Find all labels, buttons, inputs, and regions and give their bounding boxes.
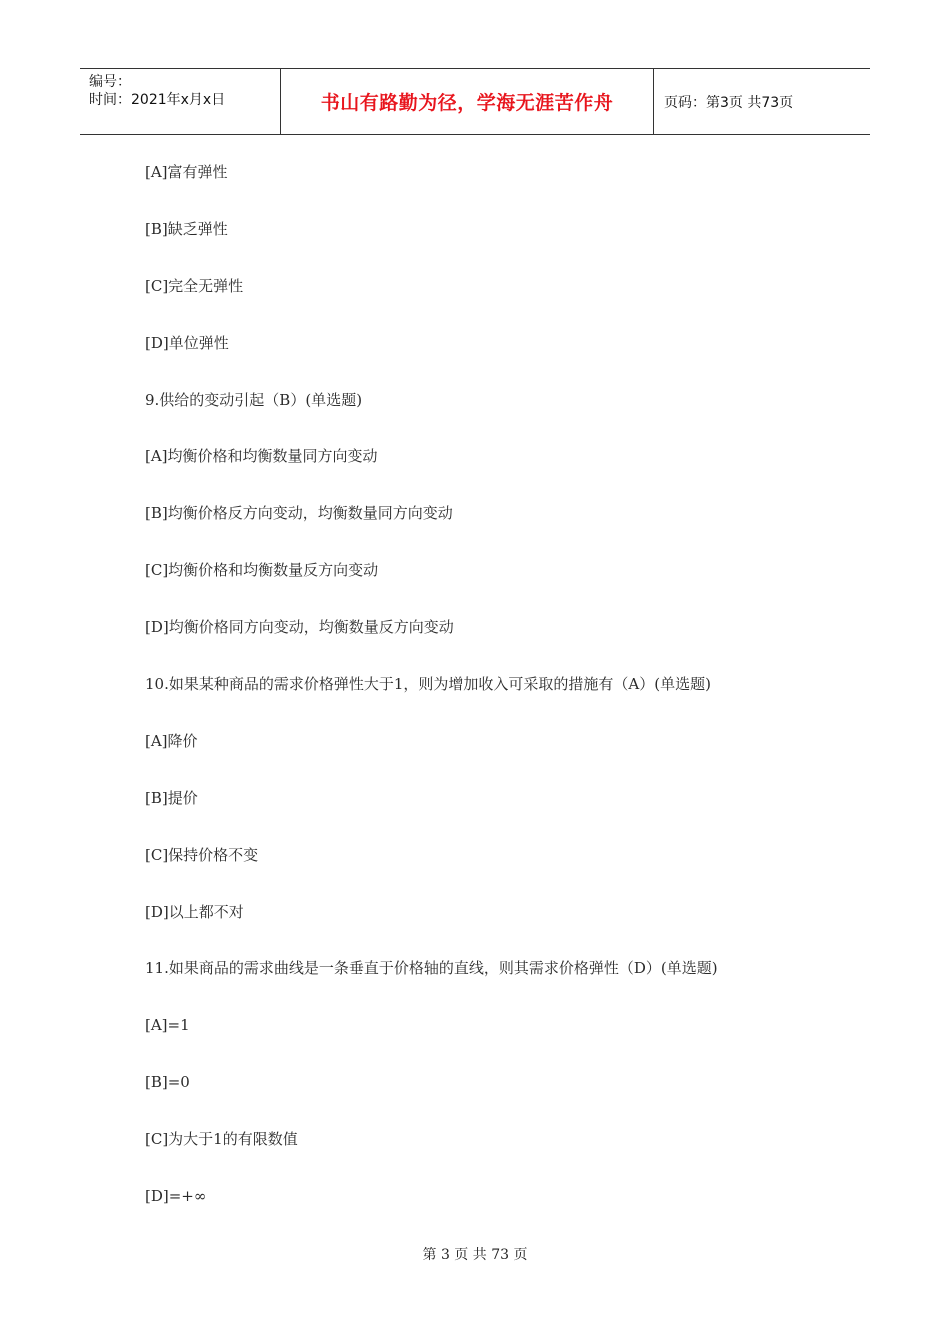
- header-motto-cell: [281, 69, 654, 134]
- code-label: 编号：: [89, 74, 131, 90]
- option-line: [D]以上都不对: [145, 902, 244, 921]
- option-line: [A]=1: [145, 1016, 190, 1035]
- question-line: 9.供给的变动引起（B）(单选题): [145, 390, 363, 409]
- page-footer: 第 3 页 共 73 页: [422, 1247, 528, 1263]
- option-line: [B]均衡价格反方向变动，均衡数量同方向变动: [145, 504, 453, 523]
- motto-text: 书山有路勤为径，学海无涯苦作舟: [320, 92, 614, 114]
- option-line: [C]保持价格不变: [145, 845, 259, 864]
- header-page-cell: [654, 69, 870, 134]
- option-line: [C]均衡价格和均衡数量反方向变动: [145, 561, 379, 580]
- option-line: [D]=+∞: [145, 1187, 207, 1206]
- option-line: [B]提价: [145, 788, 198, 807]
- option-line: [D]单位弹性: [145, 333, 229, 352]
- question-content: [145, 152, 845, 1233]
- question-line: 11.如果商品的需求曲线是一条垂直于价格轴的直线，则其需求价格弹性（D）(单选题): [145, 959, 718, 978]
- question-line: 10.如果某种商品的需求价格弹性大于1，则为增加收入可采取的措施有（A）(单选题): [145, 675, 711, 694]
- date-label: 时间：2021年x月x日: [89, 92, 226, 108]
- page-code: 页码：第3页 共73页: [664, 94, 794, 111]
- option-line: [C]为大于1的有限数值: [145, 1130, 298, 1149]
- option-line: [A]富有弹性: [145, 163, 228, 181]
- header-meta: [80, 69, 281, 134]
- option-line: [A]降价: [145, 731, 198, 750]
- option-line: [B]缺乏弹性: [145, 219, 228, 238]
- option-line: [D]均衡价格同方向变动，均衡数量反方向变动: [145, 618, 454, 637]
- option-line: [C]完全无弹性: [145, 276, 244, 295]
- option-line: [A]均衡价格和均衡数量同方向变动: [145, 447, 378, 466]
- option-line: [B]=0: [145, 1073, 190, 1092]
- page-header: [80, 68, 870, 135]
